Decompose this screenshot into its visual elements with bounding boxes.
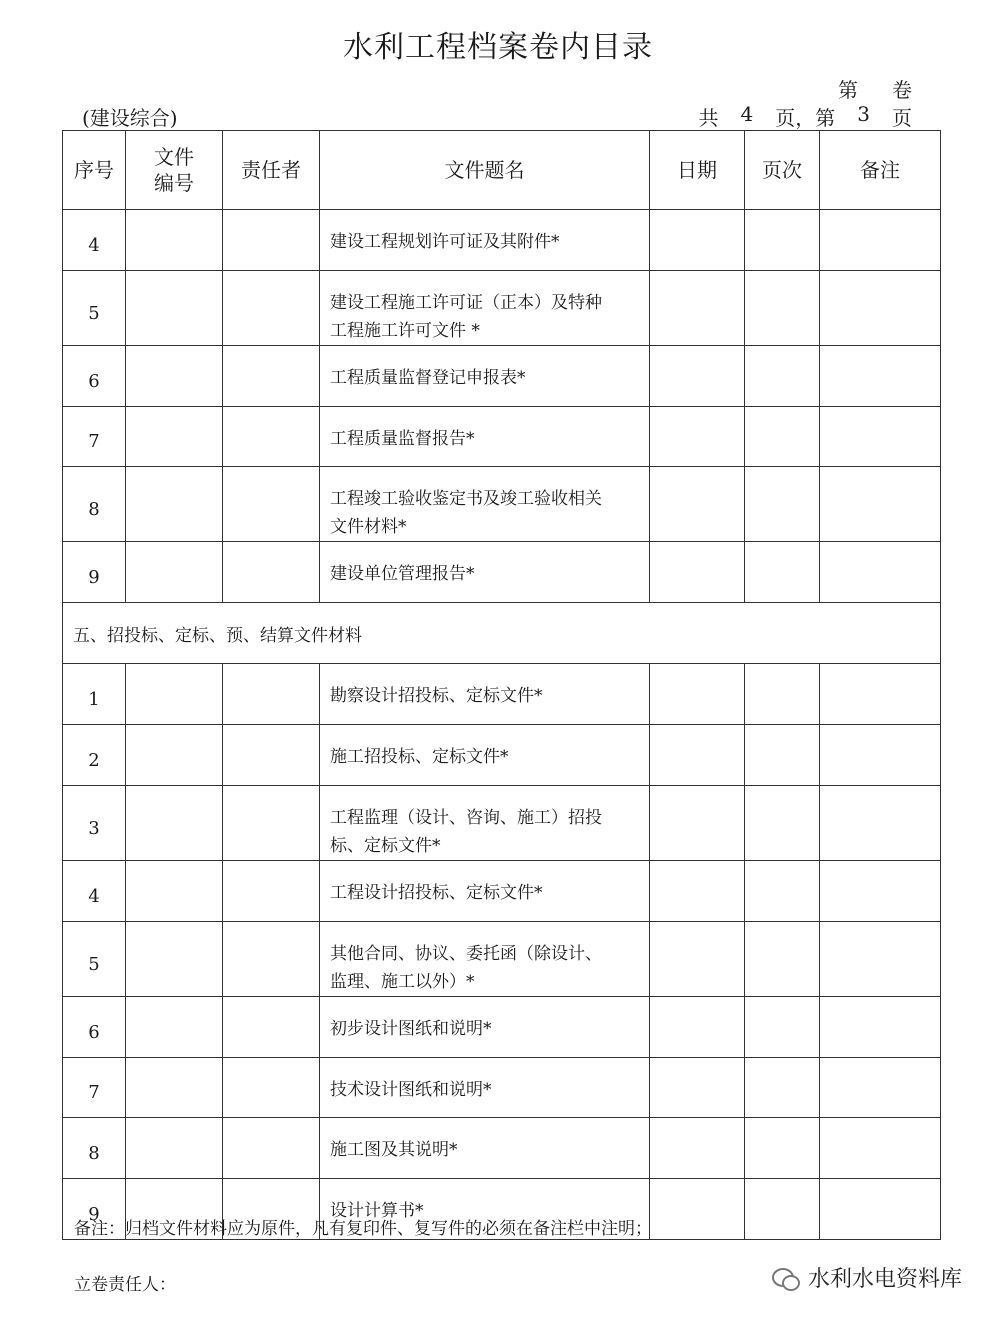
responsible-person-label: 立卷责任人： bbox=[74, 1275, 176, 1295]
table-row bbox=[63, 997, 941, 1058]
header-date: 日期 bbox=[650, 131, 745, 210]
table-row bbox=[63, 1118, 941, 1179]
cell-remark bbox=[820, 1179, 941, 1240]
table-row bbox=[63, 467, 941, 542]
cell-seq: 9 bbox=[63, 1179, 126, 1240]
cell-responsible bbox=[223, 1118, 320, 1179]
header-remark: 备注 bbox=[820, 131, 941, 210]
cell-date bbox=[650, 1179, 745, 1240]
footer-note: 备注：归档文件材料应为原件，凡有复印件、复写件的必须在备注栏中注明； bbox=[74, 1219, 652, 1239]
cell-date bbox=[650, 1118, 745, 1179]
file-title-line: 勘察设计招投标、定标文件* bbox=[330, 686, 543, 706]
cell-seq: 6 bbox=[63, 997, 126, 1058]
cell-remark bbox=[820, 210, 941, 271]
cell-file-no bbox=[126, 210, 223, 271]
cell-file-no bbox=[126, 725, 223, 786]
header-file-title: 文件题名 bbox=[320, 131, 650, 210]
unit-label: (建设综合) bbox=[82, 106, 178, 130]
header-page-no: 页次 bbox=[745, 131, 820, 210]
cell-date bbox=[650, 542, 745, 603]
cell-seq: 8 bbox=[63, 467, 126, 542]
cell-responsible bbox=[223, 210, 320, 271]
cell-remark bbox=[820, 922, 941, 997]
cell-responsible bbox=[223, 467, 320, 542]
cell-file-title bbox=[320, 725, 650, 786]
wechat-icon bbox=[772, 1266, 800, 1290]
cell-responsible bbox=[223, 346, 320, 407]
cell-seq: 5 bbox=[63, 922, 126, 997]
cell-seq: 3 bbox=[63, 786, 126, 861]
cell-file-title bbox=[320, 861, 650, 922]
table-row bbox=[63, 1058, 941, 1118]
cell-page-no bbox=[745, 1058, 820, 1118]
file-title-line: 其他合同、协议、委托函（除设计、 bbox=[330, 944, 602, 964]
cell-file-no bbox=[126, 922, 223, 997]
cell-seq: 8 bbox=[63, 1118, 126, 1179]
cell-file-title bbox=[320, 997, 650, 1058]
file-title-line: 工程监理（设计、咨询、施工）招投 bbox=[330, 808, 602, 828]
cell-page-no bbox=[745, 922, 820, 997]
cell-page-no bbox=[745, 210, 820, 271]
cell-file-no bbox=[126, 542, 223, 603]
section-title: 五、招投标、定标、预、结算文件材料 bbox=[63, 603, 941, 664]
cell-file-no bbox=[126, 997, 223, 1058]
cell-responsible bbox=[223, 1058, 320, 1118]
table-row bbox=[63, 542, 941, 603]
file-title-line: 施工图及其说明* bbox=[330, 1140, 458, 1160]
cell-responsible bbox=[223, 664, 320, 725]
total-suffix: 页，第 bbox=[775, 106, 836, 130]
cell-remark bbox=[820, 1058, 941, 1118]
file-title-line: 文件材料* bbox=[330, 517, 407, 537]
file-title-line: 建设工程施工许可证（正本）及特种 bbox=[330, 293, 602, 313]
cell-file-title bbox=[320, 542, 650, 603]
cell-date bbox=[650, 210, 745, 271]
file-title-line: 工程竣工验收鉴定书及竣工验收相关 bbox=[330, 489, 602, 509]
volume-prefix: 第 bbox=[838, 78, 858, 102]
header-file-no-line: 文件 bbox=[154, 145, 194, 169]
cell-file-no bbox=[126, 664, 223, 725]
volume-suffix: 卷 bbox=[892, 78, 912, 102]
cell-date bbox=[650, 922, 745, 997]
cell-remark bbox=[820, 997, 941, 1058]
cell-date bbox=[650, 407, 745, 467]
catalog-table bbox=[62, 130, 941, 1240]
table-row bbox=[63, 346, 941, 407]
cell-file-title bbox=[320, 346, 650, 407]
file-title-line: 初步设计图纸和说明* bbox=[330, 1019, 492, 1039]
page-count-line bbox=[699, 102, 912, 131]
table-row bbox=[63, 725, 941, 786]
header-file-no-line: 编号 bbox=[154, 171, 194, 195]
cell-remark bbox=[820, 861, 941, 922]
table-row bbox=[63, 271, 941, 346]
file-title-line: 工程质量监督登记申报表* bbox=[330, 368, 526, 388]
volume-line bbox=[838, 74, 912, 103]
cell-file-title bbox=[320, 786, 650, 861]
cell-date bbox=[650, 271, 745, 346]
cell-page-no bbox=[745, 997, 820, 1058]
header-row bbox=[63, 131, 941, 210]
file-title-line: 建设工程规划许可证及其附件* bbox=[330, 232, 560, 252]
cell-page-no bbox=[745, 725, 820, 786]
cell-seq: 9 bbox=[63, 542, 126, 603]
cell-date bbox=[650, 997, 745, 1058]
cell-remark bbox=[820, 346, 941, 407]
total-pages: 4 bbox=[740, 102, 754, 126]
cell-remark bbox=[820, 1118, 941, 1179]
table-row bbox=[63, 861, 941, 922]
cell-file-no bbox=[126, 861, 223, 922]
cell-remark bbox=[820, 271, 941, 346]
cell-responsible bbox=[223, 786, 320, 861]
cell-file-title bbox=[320, 271, 650, 346]
cell-remark bbox=[820, 725, 941, 786]
cell-responsible bbox=[223, 407, 320, 467]
cell-remark bbox=[820, 407, 941, 467]
cell-seq: 6 bbox=[63, 346, 126, 407]
file-title-line: 技术设计图纸和说明* bbox=[330, 1080, 492, 1100]
cell-page-no bbox=[745, 542, 820, 603]
current-page: 3 bbox=[857, 102, 870, 126]
file-title-line: 标、定标文件* bbox=[330, 836, 441, 856]
cell-date bbox=[650, 467, 745, 542]
cell-date bbox=[650, 725, 745, 786]
cell-remark bbox=[820, 542, 941, 603]
cell-date bbox=[650, 861, 745, 922]
cell-page-no bbox=[745, 346, 820, 407]
cell-seq: 7 bbox=[63, 1058, 126, 1118]
current-suffix: 页 bbox=[892, 106, 912, 130]
watermark bbox=[772, 1262, 962, 1293]
header-responsible: 责任者 bbox=[223, 131, 320, 210]
header-file-no bbox=[126, 131, 223, 210]
cell-responsible bbox=[223, 542, 320, 603]
file-title-line: 工程施工许可文件 * bbox=[330, 321, 480, 341]
cell-date bbox=[650, 786, 745, 861]
cell-date bbox=[650, 1058, 745, 1118]
cell-file-no bbox=[126, 407, 223, 467]
cell-file-title bbox=[320, 407, 650, 467]
cell-remark bbox=[820, 786, 941, 861]
cell-responsible bbox=[223, 922, 320, 997]
cell-file-no bbox=[126, 346, 223, 407]
watermark-text: 水利水电资料库 bbox=[807, 1267, 962, 1292]
file-title-line: 施工招投标、定标文件* bbox=[330, 747, 509, 767]
file-title-line: 工程质量监督报告* bbox=[330, 429, 475, 449]
cell-responsible bbox=[223, 725, 320, 786]
cell-responsible bbox=[223, 271, 320, 346]
cell-page-no bbox=[745, 407, 820, 467]
cell-seq: 7 bbox=[63, 407, 126, 467]
cell-file-title bbox=[320, 664, 650, 725]
cell-seq: 2 bbox=[63, 725, 126, 786]
cell-seq: 4 bbox=[63, 210, 126, 271]
cell-file-title bbox=[320, 1118, 650, 1179]
cell-page-no bbox=[745, 664, 820, 725]
table-row bbox=[63, 210, 941, 271]
cell-file-no bbox=[126, 1118, 223, 1179]
table-row bbox=[63, 786, 941, 861]
table-row bbox=[63, 922, 941, 997]
cell-file-no bbox=[126, 467, 223, 542]
cell-page-no bbox=[745, 861, 820, 922]
header-seq: 序号 bbox=[63, 131, 126, 210]
cell-date bbox=[650, 664, 745, 725]
cell-file-title bbox=[320, 210, 650, 271]
cell-page-no bbox=[745, 1179, 820, 1240]
table-row bbox=[63, 407, 941, 467]
file-title-line: 工程设计招投标、定标文件* bbox=[330, 883, 543, 903]
table-row bbox=[63, 664, 941, 725]
cell-file-title bbox=[320, 922, 650, 997]
cell-remark bbox=[820, 664, 941, 725]
total-prefix: 共 bbox=[698, 106, 719, 130]
cell-page-no bbox=[745, 467, 820, 542]
cell-responsible bbox=[223, 861, 320, 922]
cell-remark bbox=[820, 467, 941, 542]
cell-file-title bbox=[320, 467, 650, 542]
cell-seq: 5 bbox=[63, 271, 126, 346]
file-title-line: 监理、施工以外）* bbox=[330, 972, 475, 992]
cell-file-title bbox=[320, 1058, 650, 1118]
cell-date bbox=[650, 346, 745, 407]
cell-responsible bbox=[223, 997, 320, 1058]
cell-seq: 1 bbox=[63, 664, 126, 725]
cell-page-no bbox=[745, 271, 820, 346]
file-title-line: 设计计算书* bbox=[330, 1201, 424, 1221]
file-title-line: 建设单位管理报告* bbox=[330, 564, 475, 584]
cell-page-no bbox=[745, 786, 820, 861]
section-row bbox=[63, 603, 941, 664]
cell-page-no bbox=[745, 1118, 820, 1179]
cell-seq: 4 bbox=[63, 861, 126, 922]
cell-file-no bbox=[126, 271, 223, 346]
cell-file-no bbox=[126, 1058, 223, 1118]
document-title: 水利工程档案卷内目录 bbox=[343, 30, 653, 65]
cell-file-no bbox=[126, 786, 223, 861]
